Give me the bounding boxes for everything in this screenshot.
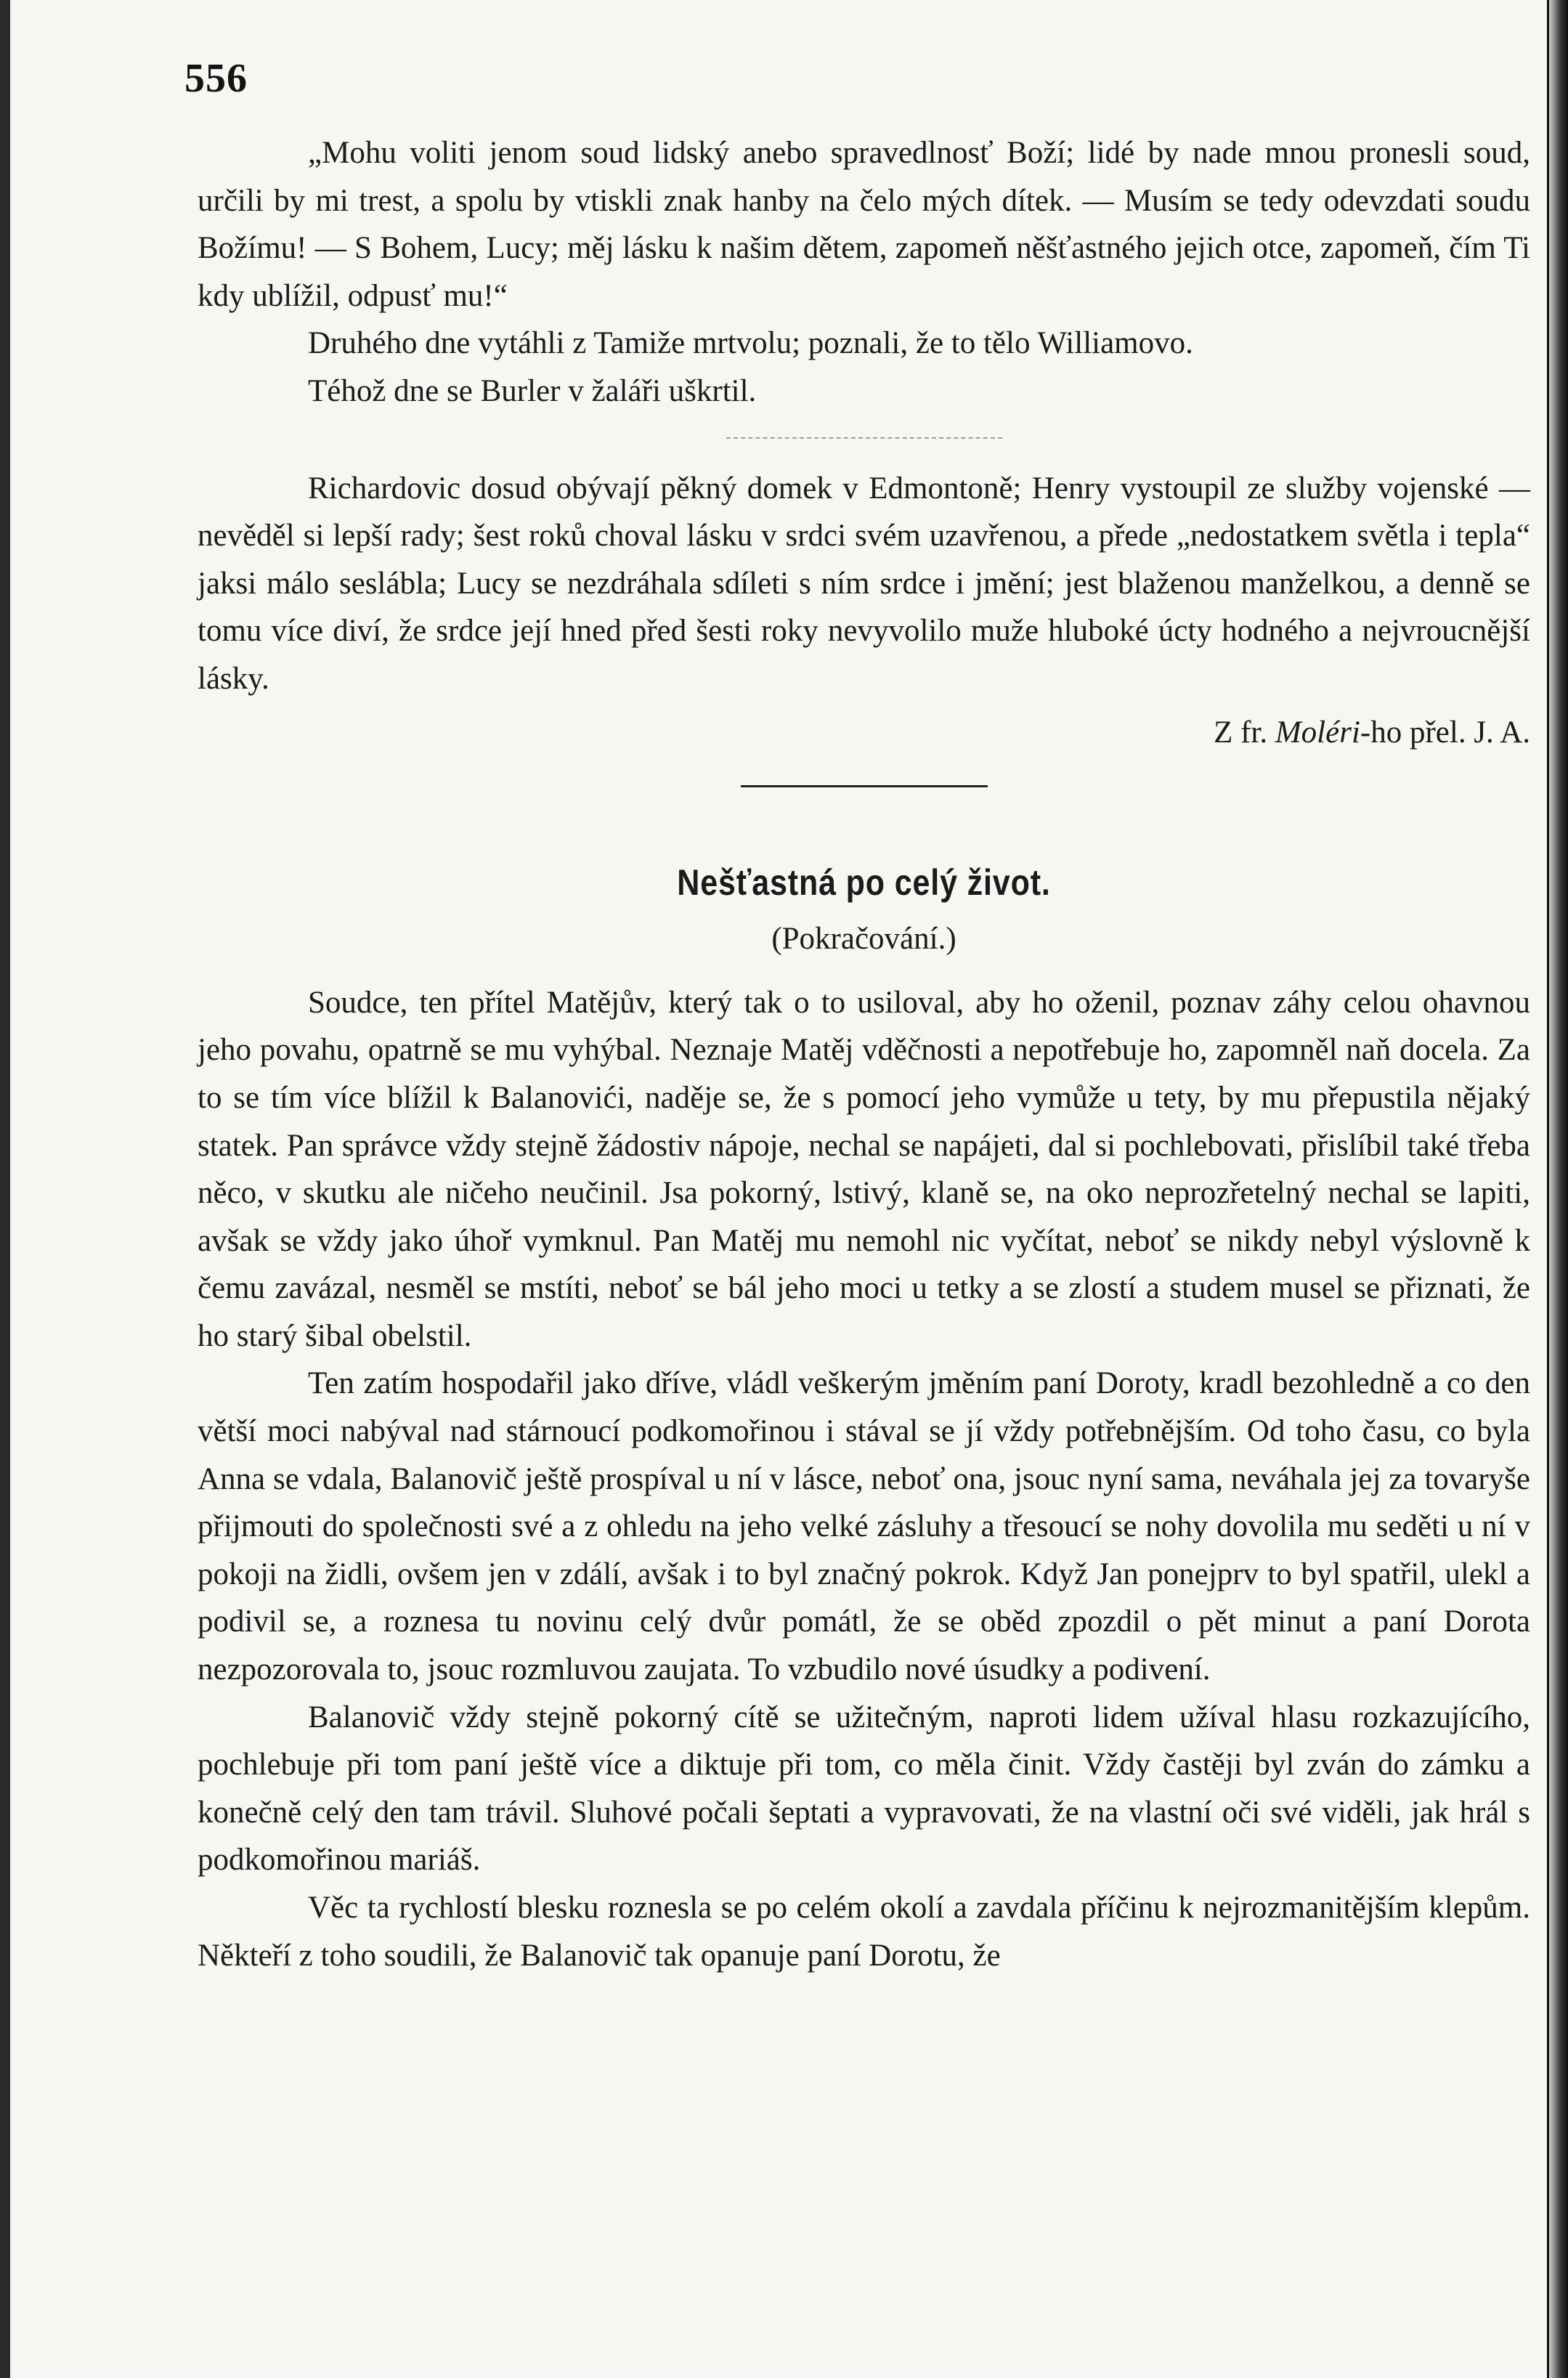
article-paragraph: Ten zatím hospodařil jako dříve, vládl veškerým jměním paní Doroty, kradl bezohledně a co den větší moci nabýval nad stárnoucí podkomořinou i stával se jí vždy potřebnějším. Od toho času, co byla Anna se vdala, Balanovič ještě prospíval u ní v lásce, neboť ona, jsouc nyní sama, neváhala jej za tovaryše přijmouti do společnosti své a z ohledu na jeho velké zásluhy a třesoucí se nohy dovolila mu seděti u ní v pokoji na židli, ovšem jen v zdálí, avšak i to byl značný pokrok. Když Jan ponejprv to byl spatřil, ulekl a podivil se, a roznesa tu novinu celý dvůr pomátl, že se oběd zpozdil o pět minut a paní Dorota nezpozorovala to, jsouc rozmluvou zaujata. To vzbudilo nové úsudky a podivení. — [198, 1366, 1530, 1687]
article-paragraph: Balanovič vždy stejně pokorný cítě se užitečným, naproti lidem užíval hlasu rozkazujícího, pochlebuje při tom paní ještě více a diktuje při tom, co měla činit. Vždy častěji byl zván do zámku a konečně celý den tam trávil. Sluhové počali šeptati a vypravovati, že na vlastní oči své viděli, jak hrál s podkomořinou mariáš. — [198, 1700, 1530, 1878]
article-divider — [741, 785, 988, 787]
signature-prefix: Z fr. — [1214, 715, 1275, 750]
scan-edge — [1549, 0, 1568, 2378]
article-subtitle: (Pokračování.) — [771, 922, 956, 957]
signature-suffix: -ho přel. J. A. — [1360, 715, 1530, 750]
article-title: Nešťastná po celý život. — [677, 862, 1051, 904]
epilogue-paragraph: Richardovic dosud obývají pěkný domek v Edmontoně; Henry vystoupil ze služby vojenské — nevěděl si lepší rady; šest roků choval lásku v srdci svém uzavřenou, a přede „nedostatkem světla i tepla“ jaksi málo seslábla; Lucy se nezdráhala sdíleti s ním srdce i jmění; jest blaženou manželkou, a denně se tomu více diví, že srdce její hned před šesti roky nevyvolilo muže hluboké úcty hodného a nejvroucnější lásky. — [198, 471, 1530, 696]
quote-paragraph: „Mohu voliti jenom soud lidský anebo spravedlnosť Boží; lidé by nade mnou pronesli soud, určili by mi trest, a spolu by vtiskli znak hanby na čelo mých dítek. — Musím se tedy odevzdati soudu Božímu! — S Bohem, Lucy; měj lásku k našim dětem, zapomeň něšťastného jejich otce, zapomeň, čím Ti kdy ublížil, odpusť mu!“ — [198, 136, 1530, 313]
page-number: 556 — [184, 56, 248, 101]
article-paragraph: Soudce, ten přítel Matějův, který tak o to usiloval, aby ho oženil, poznav záhy celou ohavnou jeho povahu, opatrně se mu vyhýbal. Neznaje Matěj vděčnosti a nepotřebuje ho, zapomněl naň docela. Za to se tím více blížil k Balanovići, naděje se, že s pomocí jeho vymůže u tety, by mu přepustila nějaký statek. Pan správce vždy stejně žádostiv nápoje, nechal se napájeti, dal si pochlebovati, přislíbil také třeba něco, v skutku ale ničeho neučinil. Jsa pokorný, lstivý, klaně se, na oko neprozřetelný nechal se lapiti, avšak se vždy jako úhoř vymknul. Pan Matěj mu nemohl nic vyčítat, neboť se nikdy nebyl výslovně k čemu zavázal, nesměl se mstíti, neboť se bál jeho moci u tetky a se zlostí a studem musel se přiznati, že ho starý šibal obelstil. — [198, 985, 1530, 1353]
article-paragraph: Věc ta rychlostí blesku roznesla se po celém okolí a zavdala příčinu k nejrozmanitějším klepům. Někteří z toho soudili, že Balanovič tak opanuje paní Dorotu, že — [198, 1891, 1530, 1973]
section-divider — [726, 437, 1002, 439]
translator-signature — [198, 709, 1530, 757]
signature-author: Moléri — [1275, 715, 1360, 750]
page-content — [198, 129, 1530, 1979]
story-line: Téhož dne se Burler v žaláři uškrtil. — [308, 373, 757, 408]
story-line: Druhého dne vytáhli z Tamiže mrtvolu; poznali, že to tělo Williamovo. — [308, 326, 1193, 361]
